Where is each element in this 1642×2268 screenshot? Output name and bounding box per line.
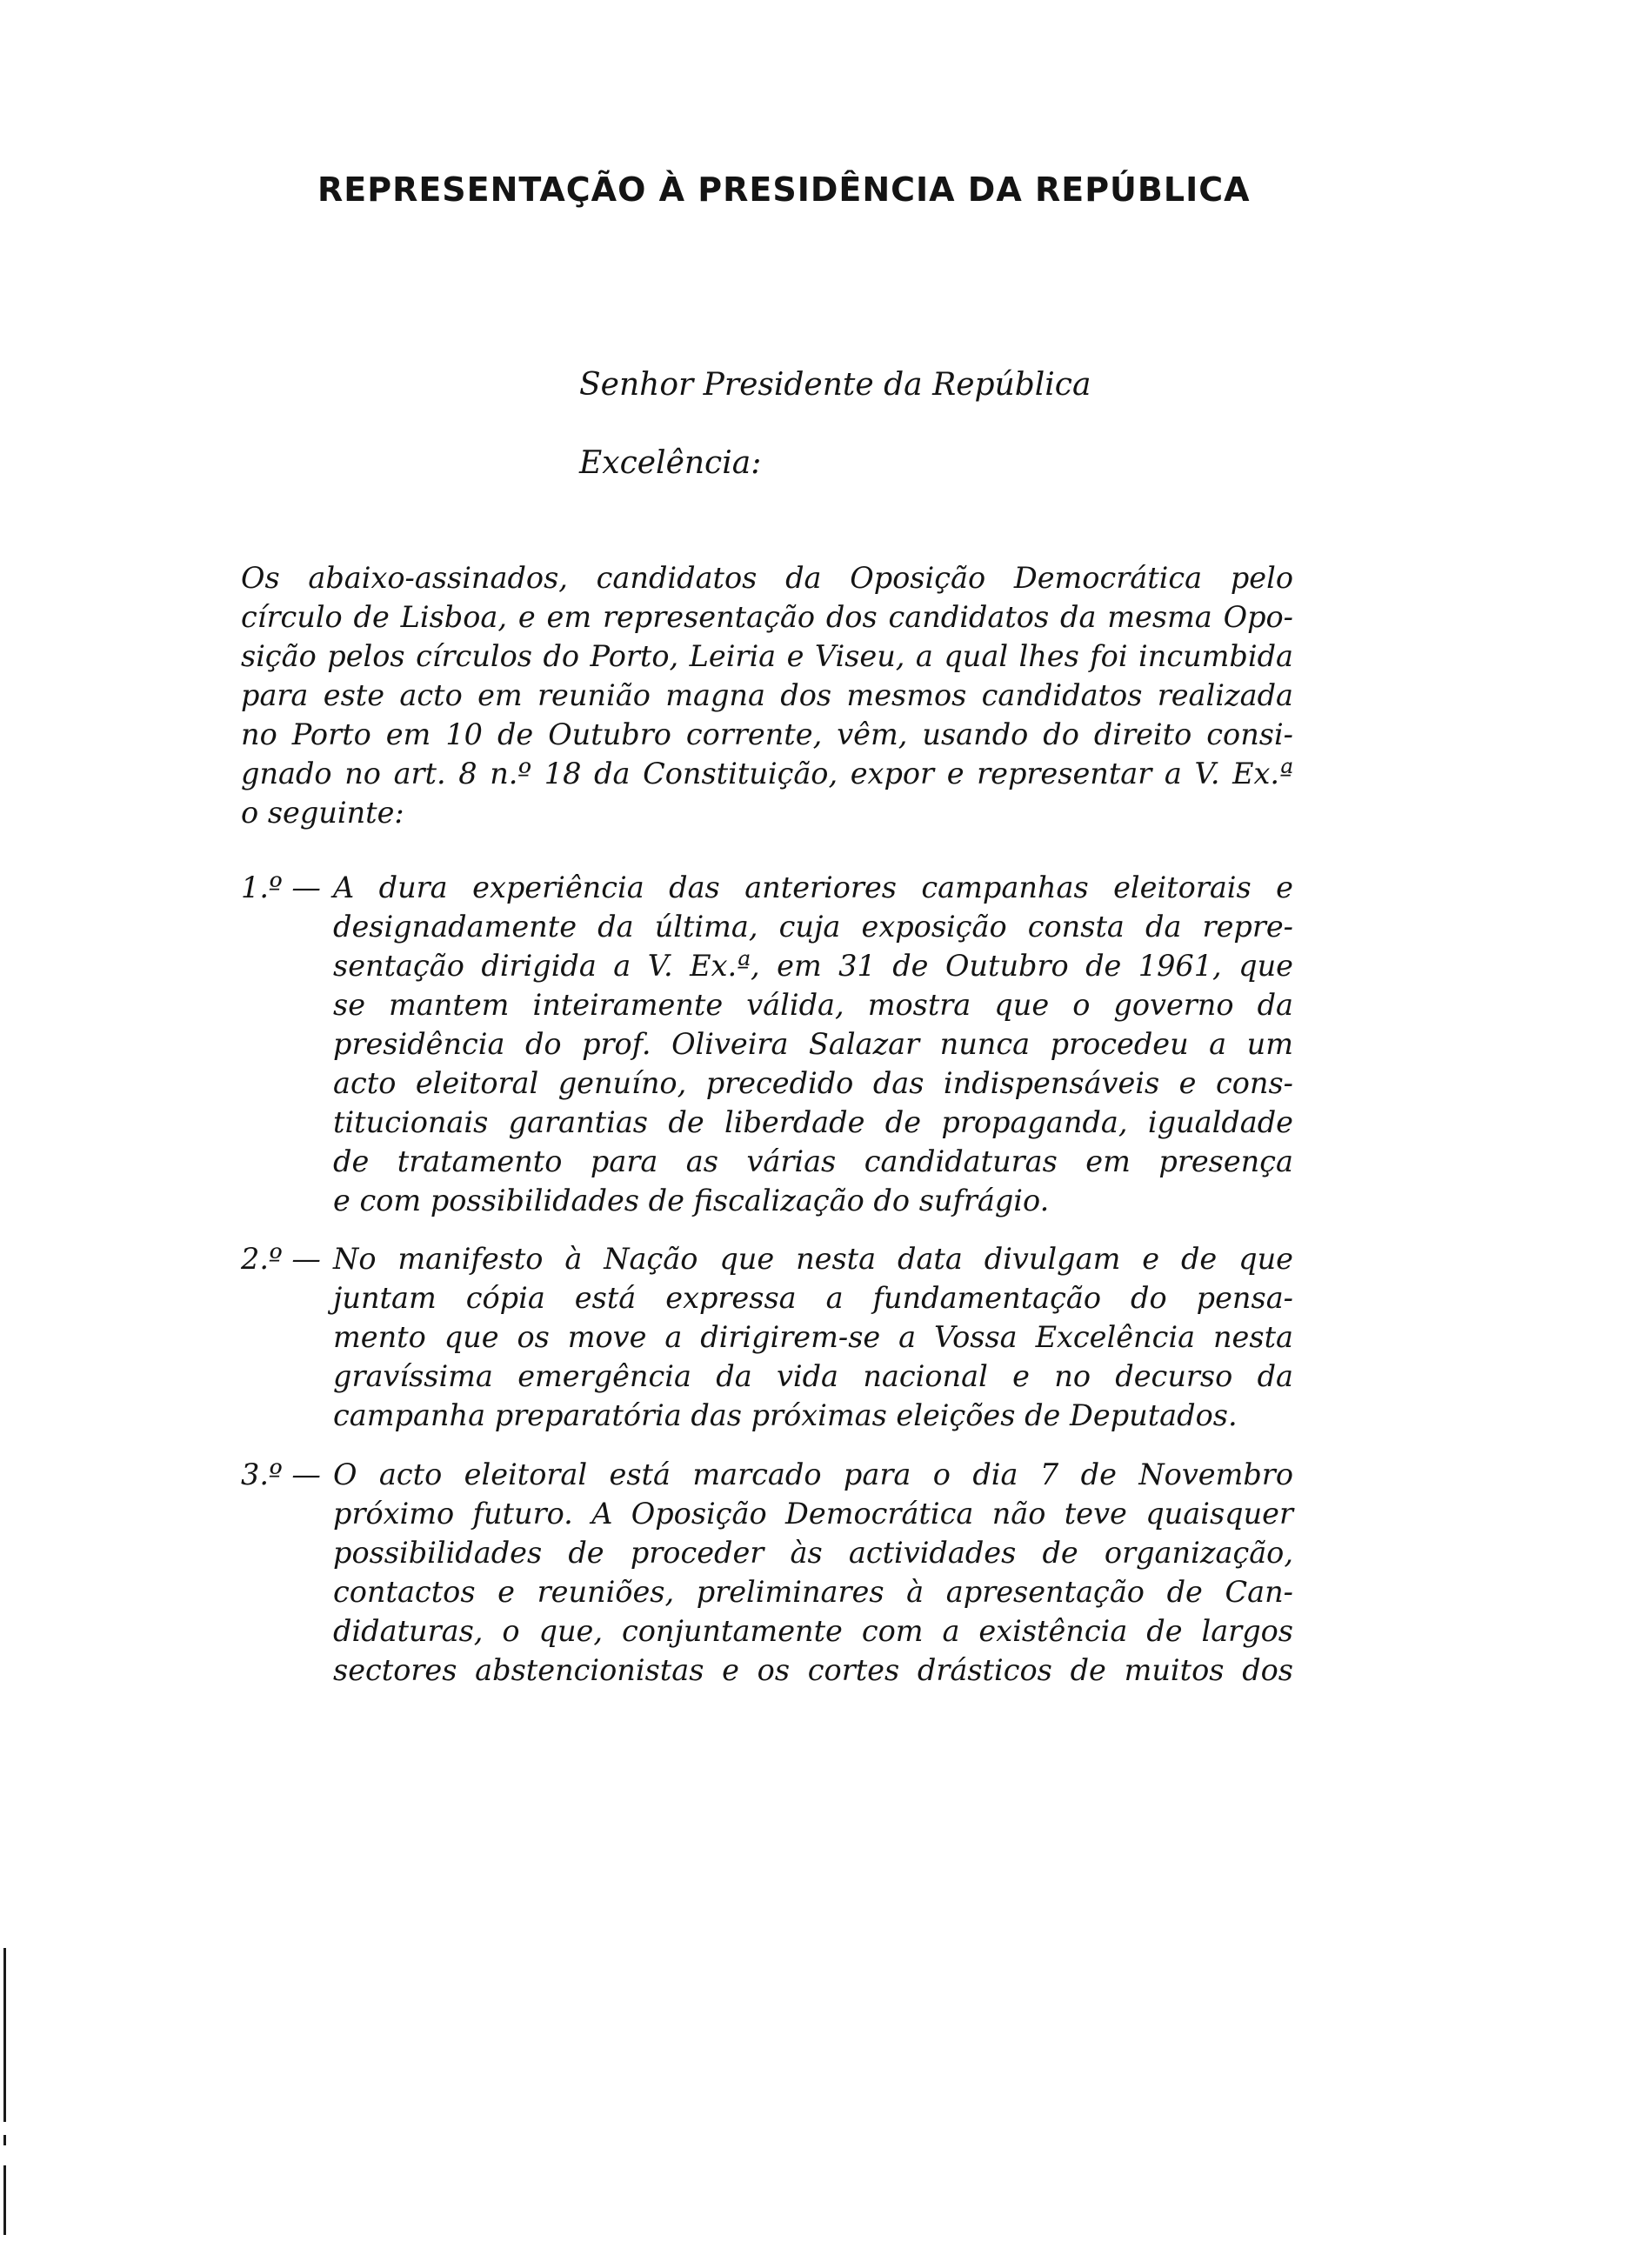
scan-edge-mark bbox=[3, 2165, 6, 2235]
item-line: próximo futuro. A Oposição Democrática não teve quaisquer bbox=[333, 1497, 1293, 1531]
item-line: didaturas, o que, conjuntamente com a existência de largos bbox=[333, 1614, 1293, 1648]
item-line: de tratamento para as várias candidaturas em presença bbox=[333, 1144, 1293, 1178]
item-line: No manifesto à Nação que nesta data divulgam e de que bbox=[333, 1242, 1293, 1276]
intro-line: Os abaixo-assinados, candidatos da Oposição Democrática pelo bbox=[241, 561, 1293, 595]
item-line: se mantem inteiramente válida, mostra que o governo da bbox=[333, 988, 1293, 1022]
scan-edge-mark bbox=[3, 2135, 6, 2145]
item-line: O acto eleitoral está marcado para o dia 7 de Novembro bbox=[333, 1458, 1293, 1491]
intro-line: no Porto em 10 de Outubro corrente, vêm, usando do direito consi- bbox=[241, 717, 1293, 751]
item-number: 2.º — bbox=[241, 1242, 321, 1276]
item-number: 3.º — bbox=[241, 1458, 321, 1491]
salutation-line: Senhor Presidente da República bbox=[579, 367, 1091, 403]
item-line: possibilidades de proceder às actividades de organização, bbox=[333, 1536, 1293, 1570]
intro-line: para este acto em reunião magna dos mesmos candidatos realizada bbox=[241, 678, 1293, 712]
item-line: designadamente da última, cuja exposição consta da repre- bbox=[333, 910, 1293, 944]
item-line: sectores abstencionistas e os cortes drásticos de muitos dos bbox=[333, 1653, 1293, 1687]
item-line: gravíssima emergência da vida nacional e no decurso da bbox=[333, 1359, 1293, 1393]
intro-line: sição pelos círculos do Porto, Leiria e Viseu, a qual lhes foi incumbida bbox=[241, 639, 1293, 673]
item-line: juntam cópia está expressa a fundamentação do pensa- bbox=[333, 1281, 1293, 1315]
item-line: contactos e reuniões, preliminares à apresentação de Can- bbox=[333, 1575, 1293, 1609]
item-line: acto eleitoral genuíno, precedido das indispensáveis e cons- bbox=[333, 1066, 1293, 1100]
scan-edge-mark bbox=[3, 1948, 6, 2122]
item-line: titucionais garantias de liberdade de propaganda, igualdade bbox=[333, 1105, 1293, 1139]
item-line: presidência do prof. Oliveira Salazar nunca procedeu a um bbox=[333, 1027, 1293, 1061]
intro-line: gnado no art. 8 n.º 18 da Constituição, expor e representar a V. Ex.ª bbox=[241, 757, 1293, 790]
item-line: sentação dirigida a V. Ex.ª, em 31 de Outubro de 1961, que bbox=[333, 949, 1293, 983]
item-line: campanha preparatória das próximas eleições de Deputados. bbox=[333, 1398, 1238, 1432]
item-line: e com possibilidades de fiscalização do sufrágio. bbox=[333, 1184, 1050, 1217]
item-line: A dura experiência das anteriores campanhas eleitorais e bbox=[333, 871, 1293, 904]
item-number: 1.º — bbox=[241, 871, 321, 904]
intro-line: o seguinte: bbox=[241, 796, 404, 830]
intro-line: círculo de Lisboa, e em representação dos candidatos da mesma Opo- bbox=[241, 600, 1293, 634]
item-line: mento que os move a dirigirem-se a Vossa Excelência nesta bbox=[333, 1320, 1293, 1354]
page-title: REPRESENTAÇÃO À PRESIDÊNCIA DA REPÚBLICA bbox=[317, 170, 1251, 209]
salutation-line: Excelência: bbox=[579, 445, 762, 481]
